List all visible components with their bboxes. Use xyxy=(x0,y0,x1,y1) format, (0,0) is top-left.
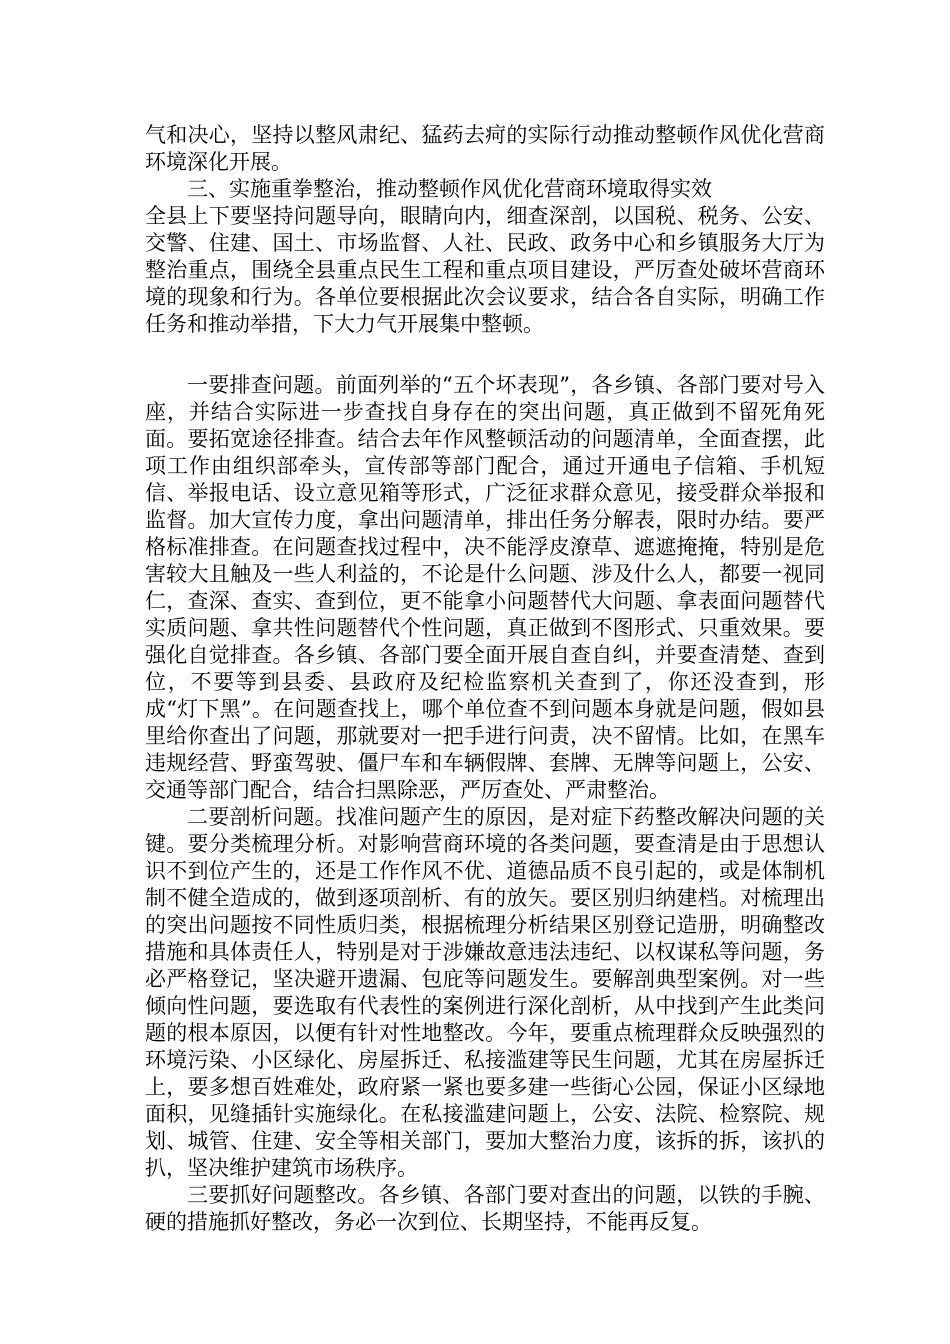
paragraph-investigate-problems: 一要排查问题。前面列举的“五个坏表现”，各乡镇、各部门要对号入座，并结合实际进一步查找自身存在的突出问题，真正做到不留死角死面。要拓宽途径排查。结合去年作风整顿活动的问题清单，全面查摆，此项工作由组织部牵头，宣传部等部门配合，通过开通电子信箱、手机短信、举报电话、设立意见箱等形式，广泛征求群众意见，接受群众举报和监督。加大宣传力度，拿出问题清单，排出任务分解表，限时办结。要严格标准排查。在问题查找过程中，决不能浮皮潦草、遮遮掩掩，特别是危害较大且触及一些人利益的，不论是什么问题、涉及什么人，都要一视同仁，查深、查实、查到位，更不能拿小问题替代大问题、拿表面问题替代实质问题、拿共性问题替代个性问题，真正做到不图形式、只重效果。要强化自觉排查。各乡镇、各部门要全面开展自查自纠，并要查清楚、查到位，不要等到县委、县政府及纪检监察机关查到了，你还没查到，形成“灯下黑”。在问题查找上，哪个单位查不到问题本身就是问题，假如县里给你查出了问题，那就要对一把手进行问责，决不留情。比如，在黑车违规经营、野蛮驾驶、僵尸车和车辆假牌、套牌、无牌等问题上，公安、交通等部门配合，结合扫黑除恶，严厉查处、严肃整治。 xyxy=(145,373,825,802)
paragraph-continuation: 气和决心，坚持以整风肃纪、猛药去疴的实际行动推动整顿作风优化营商环境深化开展。 xyxy=(145,123,825,174)
document-page xyxy=(145,122,825,1236)
paragraph-analyze-problems: 二要剖析问题。找准问题产生的原因，是对症下药整改解决问题的关键。要分类梳理分析。对影响营商环境的各类问题，要查清是由于思想认识不到位产生的，还是工作作风不优、道德品质不良引起的，或是体制机制不健全造成的，做到逐项剖析、有的放矢。要区别归纳建档。对梳理出的突出问题按不同性质归类，根据梳理分析结果区别登记造册，明确整改措施和具体责任人，特别是对于涉嫌故意违法违纪、以权谋私等问题，务必严格登记，坚决避开遗漏、包庇等问题发生。要解剖典型案例。对一些倾向性问题，要选取有代表性的案例进行深化剖析，从中找到产生此类问题的根本原因，以便有针对性地整改。今年，要重点梳理群众反映强烈的环境污染、小区绿化、房屋拆迁、私接滥建等民生问题，尤其在房屋拆迁上，要多想百姓难处，政府紧一紧也要多建一些街心公园，保证小区绿地面积，见缝插针实施绿化。在私接滥建问题上，公安、法院、检察院、规划、城管、住建、安全等相关部门，要加大整治力度，该拆的拆，该扒的扒，坚决维护建筑市场秩序。 xyxy=(145,805,825,1180)
paragraph-section-intro: 全县上下要坚持问题导向，眼睛向内，细查深剖，以国税、税务、公安、交警、住建、国土、市场监督、人社、民政、政务中心和乡镇服务大厅为整治重点，围绕全县重点民生工程和重点项目建设，严厉查处破坏营商环境的现象和行为。各单位要根据此次会议要求，结合各自实际，明确工作任务和推动举措，下大力气开展集中整顿。 xyxy=(145,204,825,336)
paragraph-rectify-problems: 三要抓好问题整改。各乡镇、各部门要对查出的问题，以铁的手腕、硬的措施抓好整改，务必一次到位、长期坚持，不能再反复。 xyxy=(145,1183,825,1234)
paragraph-gap xyxy=(145,338,825,372)
section-heading: 三、实施重拳整治，推动整顿作风优化营商环境取得实效 xyxy=(187,177,712,201)
